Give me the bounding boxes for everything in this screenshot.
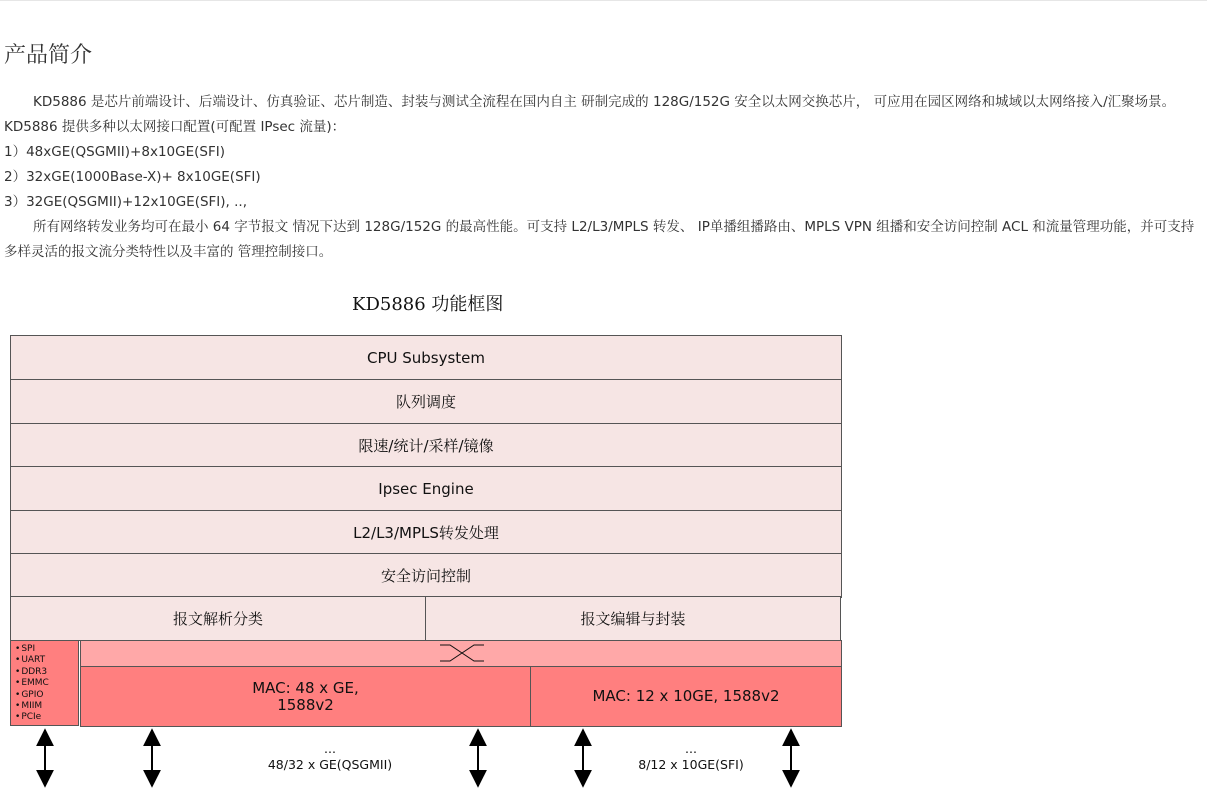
ge-ports-label (240, 741, 420, 773)
config-option-2: 2）32xGE(1000Base-X)+ 8x10GE(SFI) (4, 169, 261, 185)
config-option-1: 1）48xGE(QSGMII)+8x10GE(SFI) (4, 144, 225, 160)
ge-ports-text: 48/32 x GE(QSGMII) (267, 757, 393, 772)
io-item: • PCIe (15, 712, 78, 723)
io-item: • GPIO (15, 690, 78, 701)
mac-ge-block: MAC: 48 x GE, 1588v2 (80, 666, 531, 727)
section-title: 产品简介 (4, 43, 93, 68)
packet-edit-block: 报文编辑与封装 (425, 596, 841, 641)
rate-stats-block: 限速/统计/采样/镜像 (10, 423, 842, 468)
cpu-io-list (10, 640, 79, 726)
intro-paragraph-2: 所有网络转发业务均可在最小 64 字节报文 情况下达到 128G/152G 的最高性能。可支持 L2/L3/MPLS 转发、 IP单播组播路由、MPLS VPN 组播和安全访问控制 ACL 和流量管理功能，并可支持多样灵活的报文流分类特性以及丰富的 管理控制接口。 (4, 219, 1195, 260)
io-item: • SPI (15, 644, 78, 655)
product-intro (4, 90, 1204, 265)
xge-ports-ellipsis: ... (685, 741, 697, 756)
io-item: • MIIM (15, 701, 78, 712)
mac-10ge-block: MAC: 12 x 10GE, 1588v2 (530, 666, 842, 727)
config-option-3: 3）32GE(QSGMII)+12x10GE(SFI), .., (4, 194, 248, 210)
crossbar-icon (440, 644, 484, 662)
io-item: • DDR3 (15, 667, 78, 678)
io-item: • EMMC (15, 678, 78, 689)
queue-scheduling-block: 队列调度 (10, 379, 842, 424)
intro-paragraph-1: KD5886 是芯片前端设计、后端设计、仿真验证、芯片制造、封装与测试全流程在国内自主 研制完成的 128G/152G 安全以太网交换芯片， 可应用在园区网络和城域以太网络接入/汇聚场景。KD5886 提供多种以太网接口配置(可配置 IPsec 流量)： (4, 94, 1176, 135)
diagram-title: KD5886 功能框图 (352, 294, 504, 315)
crossbar-bar (80, 640, 842, 667)
ipsec-engine-block: Ipsec Engine (10, 466, 842, 511)
ge-ports-ellipsis: ... (324, 741, 336, 756)
security-acl-block: 安全访问控制 (10, 553, 842, 598)
io-item: • UART (15, 655, 78, 666)
forwarding-block: L2/L3/MPLS转发处理 (10, 510, 842, 555)
cpu-subsystem-block: CPU Subsystem (10, 335, 842, 380)
xge-ports-label (611, 741, 771, 773)
packet-parse-block: 报文解析分类 (10, 596, 426, 641)
xge-ports-text: 8/12 x 10GE(SFI) (638, 757, 744, 772)
top-divider (0, 0, 1207, 1)
